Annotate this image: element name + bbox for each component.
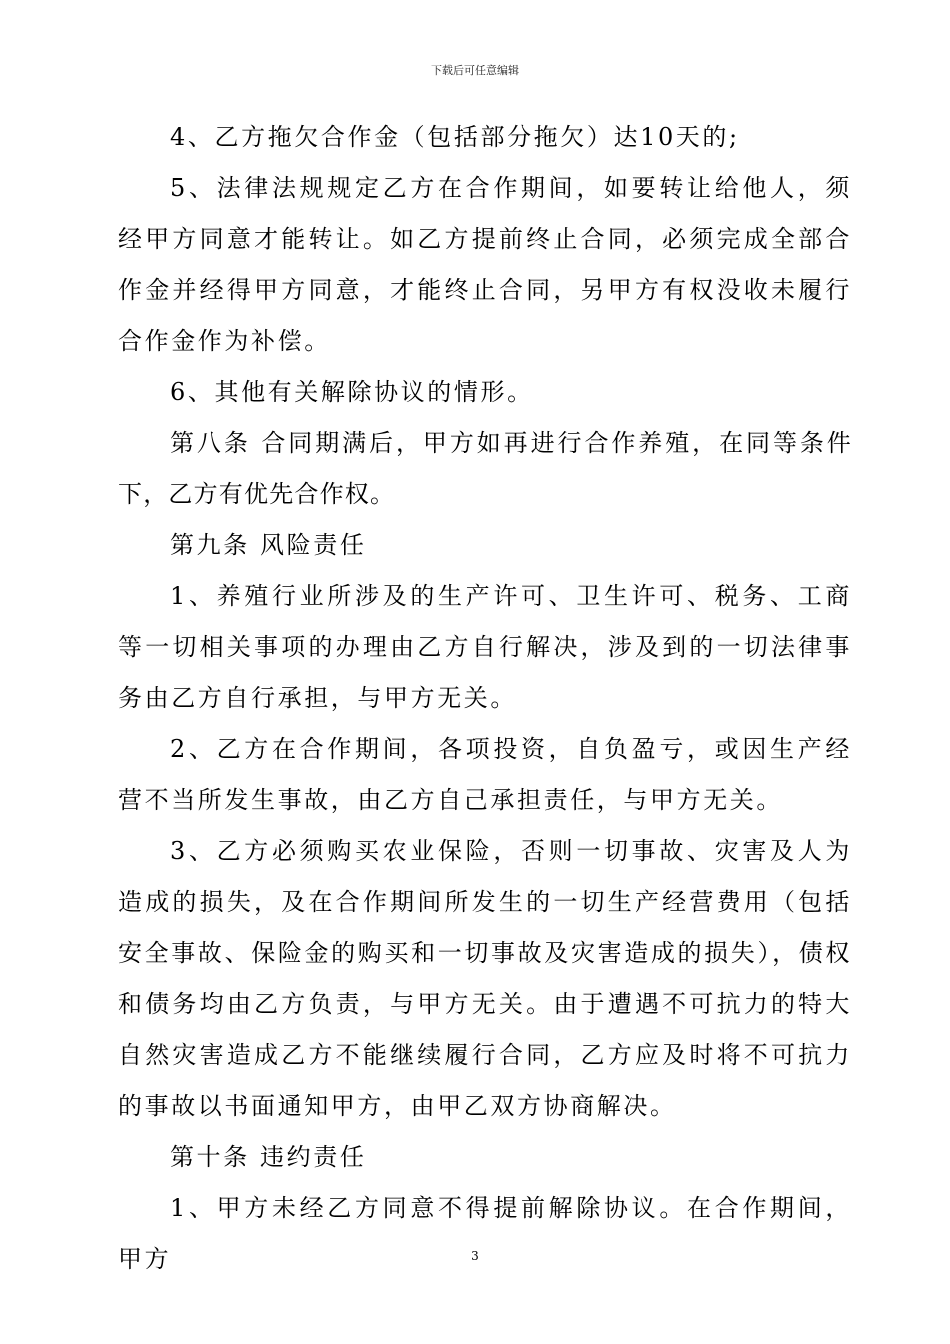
article-8: 第八条 合同期满后，甲方如再进行合作养殖，在同等条件下，乙方有优先合作权。 bbox=[118, 429, 852, 508]
article-9-item-3: 3、乙方必须购买农业保险，否则一切事故、灾害及人为造成的损失，及在合作期间所发生的一切生产经营费用（包括安全事故、保险金的购买和一切事故及灾害造成的损失），债权和债务均由乙方负责，与甲方无关。由于遭遇不可抗力的特大自然灾害造成乙方不能继续履行合同，乙方应及时将不可抗力的事故以书面通知甲方，由甲乙双方协商解决。 bbox=[118, 837, 852, 1120]
page-header: 下载后可任意编辑 bbox=[431, 64, 519, 77]
article-9-item-2: 2、乙方在合作期间，各项投资，自负盈亏，或因生产经营不当所发生事故，由乙方自己承担责任，与甲方无关。 bbox=[118, 735, 852, 814]
document-body bbox=[118, 112, 852, 1285]
clause-item-4: 4、乙方拖欠合作金（包括部分拖欠）达10天的; bbox=[170, 123, 740, 151]
article-9-item-1: 1、养殖行业所涉及的生产许可、卫生许可、税务、工商等一切相关事项的办理由乙方自行解决，涉及到的一切法律事务由乙方自行承担，与甲方无关。 bbox=[118, 582, 852, 712]
article-10-item-1: 1、甲方未经乙方同意不得提前解除协议。在合作期间，甲方 bbox=[118, 1194, 852, 1273]
clause-item-5: 5、法律法规规定乙方在合作期间，如要转让给他人，须经甲方同意才能转让。如乙方提前终止合同，必须完成全部合作金并经得甲方同意，才能终止合同，另甲方有权没收未履行合作金作为补偿。 bbox=[118, 174, 852, 355]
page-number: 3 bbox=[471, 1249, 479, 1263]
clause-item-6: 6、其他有关解除协议的情形。 bbox=[170, 378, 534, 406]
article-10-heading: 第十条 违约责任 bbox=[170, 1143, 367, 1171]
article-9-heading: 第九条 风险责任 bbox=[170, 531, 367, 559]
